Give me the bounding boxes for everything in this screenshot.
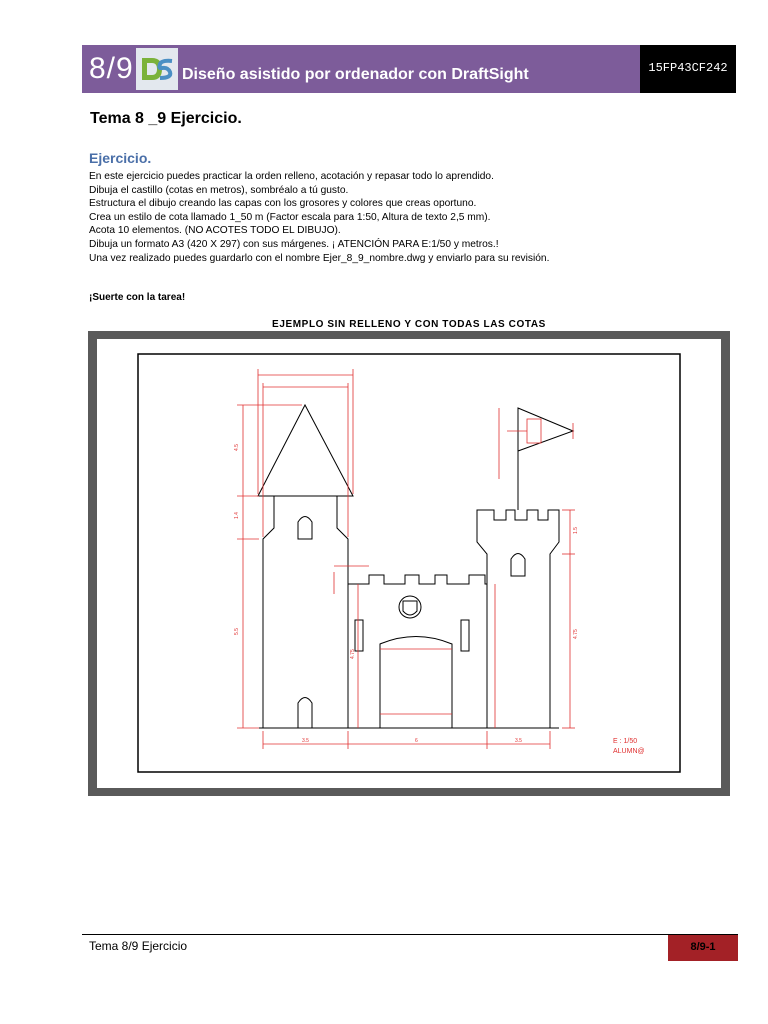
- dim-left-1: 4.5: [234, 444, 240, 451]
- header-number: 8/9: [89, 52, 134, 85]
- dim-left-4: 4.75: [350, 649, 356, 659]
- scale-label: E : 1/50: [613, 738, 638, 745]
- dimension-labels: [234, 444, 579, 744]
- good-luck-text: ¡Suerte con la tarea!: [89, 292, 186, 303]
- a3-border: [138, 354, 680, 772]
- author-label: ALUMN@: [613, 748, 645, 755]
- section-title: Ejercicio.: [89, 150, 152, 166]
- dim-bottom-right: 3.5: [515, 738, 522, 744]
- instructions: [89, 170, 549, 265]
- footer-text: Tema 8/9 Ejercicio: [89, 939, 188, 953]
- dim-bottom-center: 6: [415, 738, 418, 744]
- castle-drawing: [97, 339, 721, 788]
- instruction-line: Una vez realizado puedes guardarlo con el nombre Ejer_8_9_nombre.dwg y enviarlo para su revisión.: [89, 252, 550, 264]
- instruction-line: En este ejercicio puedes practicar la orden relleno, acotación y repasar todo lo aprendido.: [89, 171, 494, 182]
- instruction-line: Acota 10 elementos. (NO ACOTES TODO EL DIBUJO).: [89, 225, 341, 237]
- draftsight-logo-icon: [136, 48, 178, 90]
- dim-left-3: 5.5: [234, 628, 240, 635]
- instruction-line: Estructura el dibujo creando las capas con los grosores y colores que creas oportuno.: [89, 198, 477, 210]
- header-title: Diseño asistido por ordenador con DraftSight: [182, 66, 529, 83]
- example-title: EJEMPLO SIN RELLENO Y CON TODAS LAS COTAS: [272, 319, 546, 330]
- instruction-line: Dibuja el castillo (cotas en metros), sombréalo a tú gusto.: [89, 184, 349, 196]
- dim-bottom-left: 3.5: [302, 738, 309, 744]
- dim-right-1: 4.75: [573, 629, 579, 639]
- dimension-lines: [237, 369, 575, 749]
- instruction-line: Dibuja un formato A3 (420 X 297) con sus márgenes. ¡ ATENCIÓN PARA E:1/50 y metros.!: [89, 238, 499, 250]
- castle-outline: [258, 405, 573, 728]
- page-title: Tema 8 _9 Ejercicio.: [90, 110, 242, 127]
- instruction-line: Crea un estilo de cota llamado 1_50 m (Factor escala para 1:50, Altura de texto 2,5 mm).: [89, 211, 491, 223]
- dim-left-2: 1.4: [234, 512, 240, 519]
- footer-divider: [82, 934, 738, 935]
- dim-right-2: 1.5: [573, 527, 579, 534]
- course-code: 15FP43CF242: [648, 61, 728, 75]
- page-number: 8/9-1: [690, 941, 716, 953]
